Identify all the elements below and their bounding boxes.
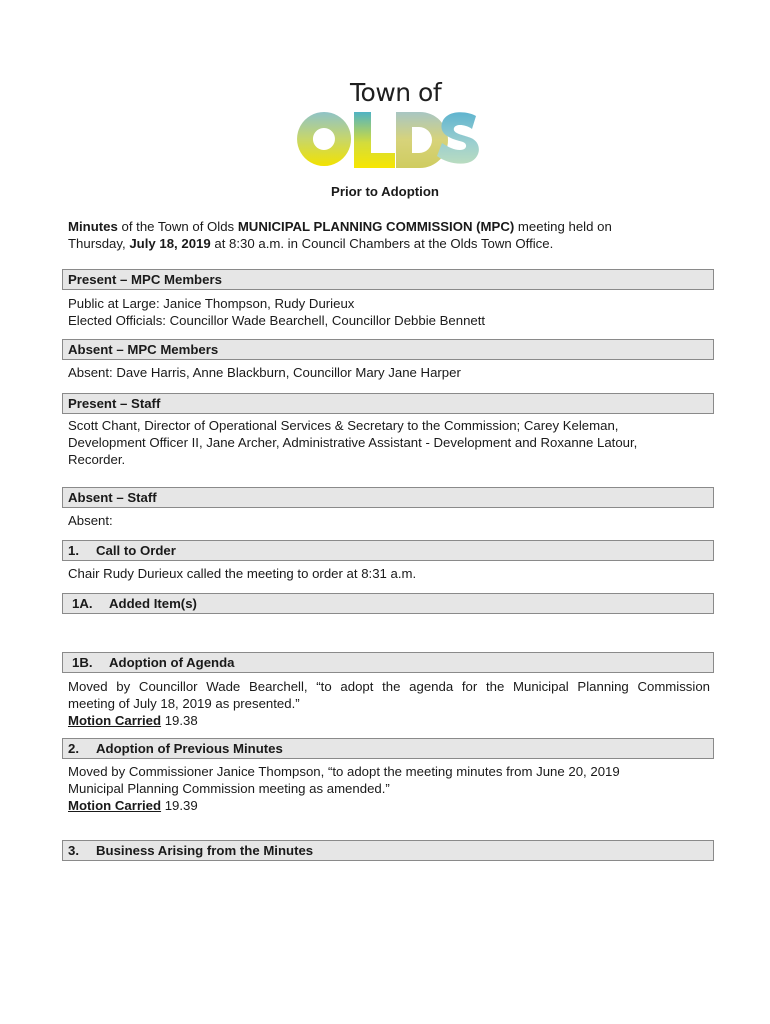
motion-number: 19.39 [161, 797, 198, 813]
intro-text-4: at 8:30 a.m. in Council Chambers at the Olds Town Office. [210, 235, 554, 251]
present-members-line-1: Public at Large: Janice Thompson, Rudy Durieux [68, 296, 355, 311]
adoption-agenda-motion [68, 713, 710, 730]
adoption-agenda-number: 1B. [72, 655, 93, 670]
intro-minutes-word: Minutes [68, 219, 118, 234]
logo-town-of-text: Town of [350, 78, 442, 107]
business-arising-number: 3. [68, 843, 79, 858]
intro-text-2: meeting held on [514, 219, 612, 234]
motion-carried-label: Motion Carried [68, 797, 162, 813]
adoption-minutes-number: 2. [68, 741, 79, 756]
adoption-minutes-line-2: Municipal Planning Commission meeting as amended.” [68, 780, 390, 796]
adoption-minutes-line-1: Moved by Commissioner Janice Thompson, “to adopt the meeting minutes from June 20, 2019 [68, 764, 620, 779]
adoption-minutes-heading [62, 738, 714, 759]
adoption-status: Prior to Adoption [331, 184, 439, 199]
present-staff-line-3: Recorder. [68, 451, 126, 467]
present-staff-heading: Present – Staff [62, 393, 714, 414]
adoption-agenda-line-2: meeting of July 18, 2019 as presented.” [68, 695, 300, 711]
present-staff-line-1: Scott Chant, Director of Operational Services & Secretary to the Commission; Carey Keleman, [68, 418, 619, 433]
present-members-text [68, 296, 710, 330]
present-staff-line-2: Development Officer II, Jane Archer, Administrative Assistant - Development and Roxanne Latour, [68, 434, 638, 450]
adoption-agenda-title: Adoption of Agenda [109, 655, 235, 670]
absent-staff-heading: Absent – Staff [62, 487, 714, 508]
intro-commission-name: MUNICIPAL PLANNING COMMISSION (MPC) [237, 219, 515, 234]
olds-wordmark-icon [290, 108, 490, 170]
call-to-order-heading [62, 540, 714, 561]
absent-staff-line-1: Absent: [68, 513, 113, 528]
motion-number: 19.38 [161, 712, 198, 728]
absent-members-heading: Absent – MPC Members [62, 339, 714, 360]
absent-members-line-1: Absent: Dave Harris, Anne Blackburn, Councillor Mary Jane Harper [68, 365, 461, 380]
added-items-heading [62, 593, 714, 614]
adoption-minutes-title: Adoption of Previous Minutes [96, 741, 283, 756]
adoption-agenda-line-1: Moved by Councillor Wade Bearchell, “to adopt the agenda for the Municipal Planning Commission [68, 679, 710, 694]
adoption-minutes-motion [68, 798, 710, 815]
business-arising-title: Business Arising from the Minutes [96, 843, 314, 858]
motion-carried-label: Motion Carried [68, 712, 162, 728]
adoption-minutes-text [68, 764, 710, 814]
intro-paragraph [68, 219, 710, 253]
call-to-order-title: Call to Order [96, 543, 176, 558]
intro-text-3: Thursday, [68, 235, 130, 251]
added-items-title: Added Item(s) [109, 596, 197, 611]
added-items-number: 1A. [72, 596, 93, 611]
present-staff-text [68, 418, 710, 468]
present-members-heading: Present – MPC Members [62, 269, 714, 290]
present-members-line-2: Elected Officials: Councillor Wade Bearchell, Councillor Debbie Bennett [68, 312, 486, 328]
intro-text-1: of the Town of Olds [117, 219, 238, 234]
adoption-agenda-text [68, 679, 710, 729]
town-logo [290, 78, 490, 173]
call-to-order-number: 1. [68, 543, 79, 558]
call-to-order-line-1: Chair Rudy Durieux called the meeting to order at 8:31 a.m. [68, 566, 417, 581]
business-arising-heading [62, 840, 714, 861]
intro-date: July 18, 2019 [129, 235, 211, 251]
adoption-agenda-heading [62, 652, 714, 673]
